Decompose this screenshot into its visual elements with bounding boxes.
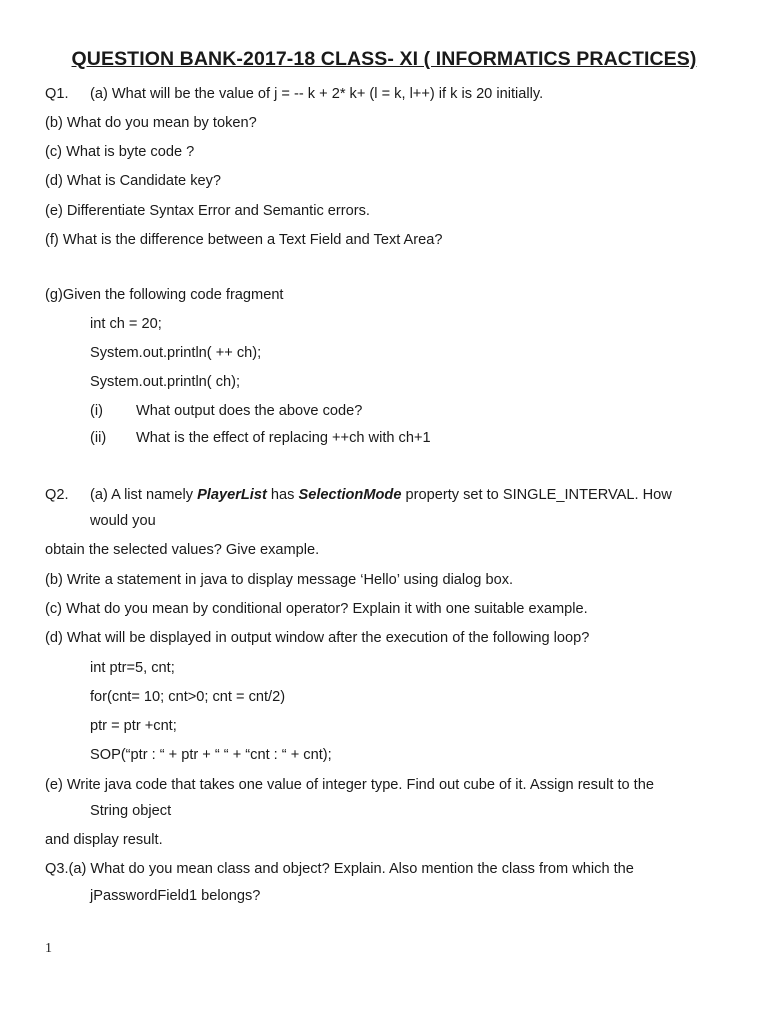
q2-a-text: property set to SINGLE_INTERVAL. How — [401, 487, 672, 503]
playerlist-term: PlayerList — [197, 487, 267, 503]
q2-part-e-line2: String object — [90, 803, 172, 819]
q3-part-a-line2: jPasswordField1 belongs? — [90, 888, 261, 904]
page-title: QUESTION BANK-2017-18 CLASS- XI ( INFORMATICS PRACTICES) — [71, 48, 697, 70]
q1-part-b: (b) What do you mean by token? — [45, 115, 257, 131]
q2-part-a-line1 — [90, 487, 672, 503]
q2-part-b: (b) Write a statement in java to display message ‘Hello’ using dialog box. — [45, 572, 514, 588]
q2-part-a-line3: obtain the selected values? Give example. — [45, 542, 320, 558]
q2-d-code-line: ptr = ptr +cnt; — [90, 718, 177, 734]
q1-part-c: (c) What is byte code ? — [45, 144, 195, 160]
q2-part-c: (c) What do you mean by conditional operator? Explain it with one suitable example. — [45, 601, 588, 617]
q1-g-code-line: int ch = 20; — [90, 316, 162, 332]
q2-d-code-line: int ptr=5, cnt; — [90, 660, 175, 676]
q1-part-f: (f) What is the difference between a Text Field and Text Area? — [45, 232, 443, 248]
q1-g-code-line: System.out.println( ch); — [90, 374, 241, 390]
q2-d-code-line: SOP(“ptr : “ + ptr + “ “ + “cnt : “ + cnt); — [90, 747, 332, 763]
selectionmode-term: SelectionMode — [298, 487, 402, 503]
q2-part-e-line1: (e) Write java code that takes one value of integer type. Find out cube of it. Assign result to the — [45, 777, 654, 793]
q2-part-a-line2: would you — [90, 513, 156, 529]
q2-part-d: (d) What will be displayed in output window after the execution of the following loop? — [45, 630, 590, 646]
q1-part-d: (d) What is Candidate key? — [45, 173, 222, 189]
q1-part-e: (e) Differentiate Syntax Error and Semantic errors. — [45, 203, 370, 219]
q1-g-sub-text: What is the effect of replacing ++ch with ch+1 — [136, 430, 431, 446]
q2-part-e-line3: and display result. — [45, 832, 163, 848]
page-number: 1 — [45, 941, 52, 956]
q1-g-sub-marker: (ii) — [90, 430, 107, 446]
q2-a-text: (a) A list namely — [90, 487, 198, 503]
q1-part-a: (a) What will be the value of j = -- k + 2* k+ (l = k, l++) if k is 20 initially. — [90, 86, 544, 102]
q2-d-code-line: for(cnt= 10; cnt>0; cnt = cnt/2) — [90, 689, 286, 705]
q2-a-text: has — [266, 487, 299, 503]
q3-part-a-line1: Q3.(a) What do you mean class and object? Explain. Also mention the class from which the — [45, 861, 634, 877]
q1-label: Q1. — [45, 86, 69, 102]
q2-label: Q2. — [45, 487, 69, 503]
q1-part-g-intro: (g)Given the following code fragment — [45, 287, 284, 303]
q1-g-sub-marker: (i) — [90, 403, 103, 419]
q1-g-sub-text: What output does the above code? — [136, 403, 363, 419]
q1-g-code-line: System.out.println( ++ ch); — [90, 345, 262, 361]
